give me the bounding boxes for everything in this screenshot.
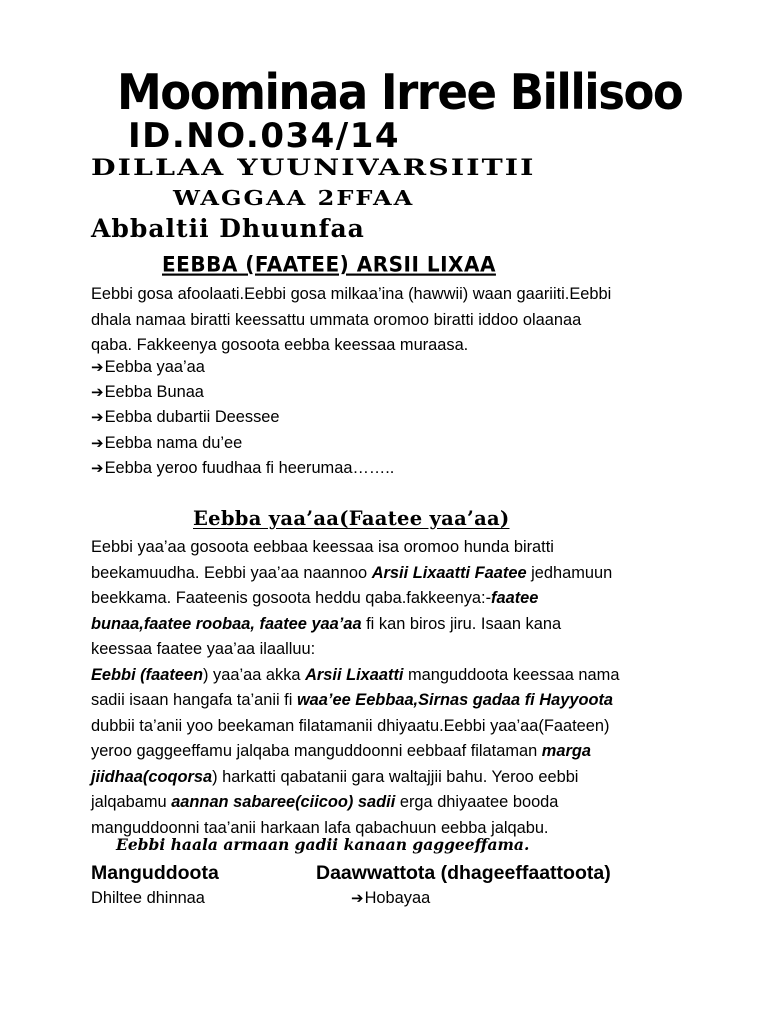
list-item [91, 431, 394, 456]
paragraph-line: qaba. Fakkeenya gosoota eebba keessaa muraasa. [91, 336, 469, 354]
list-item-label: Eebba dubartii Deessee [104, 408, 280, 427]
table-cell-label: Hobayaa [364, 889, 431, 907]
section-heading-eebba-yaaaa: Eebba yaa’aa(Faatee yaa’aa) [193, 507, 510, 530]
paragraph-line: keessaa faatee yaa’aa ilaalluu: [91, 640, 316, 658]
right-arrow-icon: ➔ [91, 383, 104, 402]
paragraph-line: dubbii ta’anii yoo beekaman filatamanii dhiyaatu.Eebbi yaa’aa(Faateen) [91, 716, 610, 735]
list-item-label: Eebba yeroo fuudhaa fi heerumaa…….. [104, 458, 395, 477]
right-arrow-icon: ➔ [91, 408, 104, 427]
list-item [91, 405, 394, 430]
student-id: ID.NO.034/14 [128, 116, 401, 156]
column-header-manguddoota: Manguddoota [91, 862, 219, 884]
column-header-daawwattota: Daawwattota (dhageeffaattoota) [316, 862, 611, 884]
paragraph-line: dhala namaa biratti keessattu ummata oromoo biratti iddoo olaanaa [91, 310, 582, 329]
paragraph-line: bunaa,faatee roobaa, faatee yaa’aa fi kan biros jiru. Isaan kana [91, 614, 562, 633]
paragraph-line: beekamuudha. Eebbi yaa’aa naannoo Arsii Lixaatti Faatee jedhamuun [91, 563, 613, 582]
list-item-label: Eebba yaa’aa [104, 358, 205, 376]
eebba-yaaaa-paragraph [91, 535, 619, 841]
paragraph-line: jiidhaa(coqorsa) harkatti qabatanii gara waltajjii bahu. Yeroo eebbi [91, 767, 579, 786]
course-title: Abbaltii Dhuunfaa [91, 214, 365, 243]
table-cell-col1: Dhiltee dhinnaa [91, 889, 205, 907]
paragraph-line: Eebbi (faateen) yaa’aa akka Arsii Lixaatti manguddoota keessaa nama [91, 665, 620, 684]
university-name: DILLAA YUUNIVARSIITII [91, 155, 536, 181]
procedure-subheading: Eebbi haala armaan gadii kanaan gaggeeffama. [116, 835, 530, 854]
intro-paragraph [91, 282, 611, 359]
right-arrow-icon: ➔ [351, 889, 364, 907]
paragraph-line: Eebbi gosa afoolaati.Eebbi gosa milkaa’ina (hawwii) waan gaariiti.Eebbi [91, 285, 612, 303]
paragraph-line: manguddoonni taa’anii harkaan lafa qabachuun eebba jalqabu. [91, 818, 549, 837]
right-arrow-icon: ➔ [91, 358, 104, 376]
paragraph-line: Eebbi yaa’aa gosoota eebbaa keessaa isa oromoo hunda biratti [91, 538, 554, 556]
list-item-label: Eebba Bunaa [104, 383, 204, 402]
paragraph-line: yeroo gaggeeffamu jalqaba manguddoonni eebbaaf filataman marga [91, 742, 591, 760]
right-arrow-icon: ➔ [91, 458, 104, 477]
list-item [91, 355, 394, 380]
list-item [91, 456, 394, 481]
academic-year: WAGGAA 2FFAA [173, 185, 415, 211]
eebba-types-list [91, 355, 394, 481]
right-arrow-icon: ➔ [91, 433, 104, 452]
paragraph-line: sadii isaan hangafa ta’anii fi waa’ee Eebbaa,Sirnas gadaa fi Hayyoota [91, 691, 614, 709]
table-cell-col2 [351, 890, 430, 906]
list-item-label: Eebba nama du’ee [104, 433, 243, 452]
paragraph-line: jalqabamu aannan sabaree(ciicoo) sadii erga dhiyaatee booda [91, 793, 559, 811]
list-item [91, 380, 394, 405]
author-name: Moominaa Irree Billisoo [117, 63, 683, 121]
section-heading-eebba-faatee: EEBBA (FAATEE) ARSII LIXAA [162, 250, 496, 277]
paragraph-line: beekkama. Faateenis gosoota heddu qaba.fakkeenya:-faatee [91, 589, 539, 607]
